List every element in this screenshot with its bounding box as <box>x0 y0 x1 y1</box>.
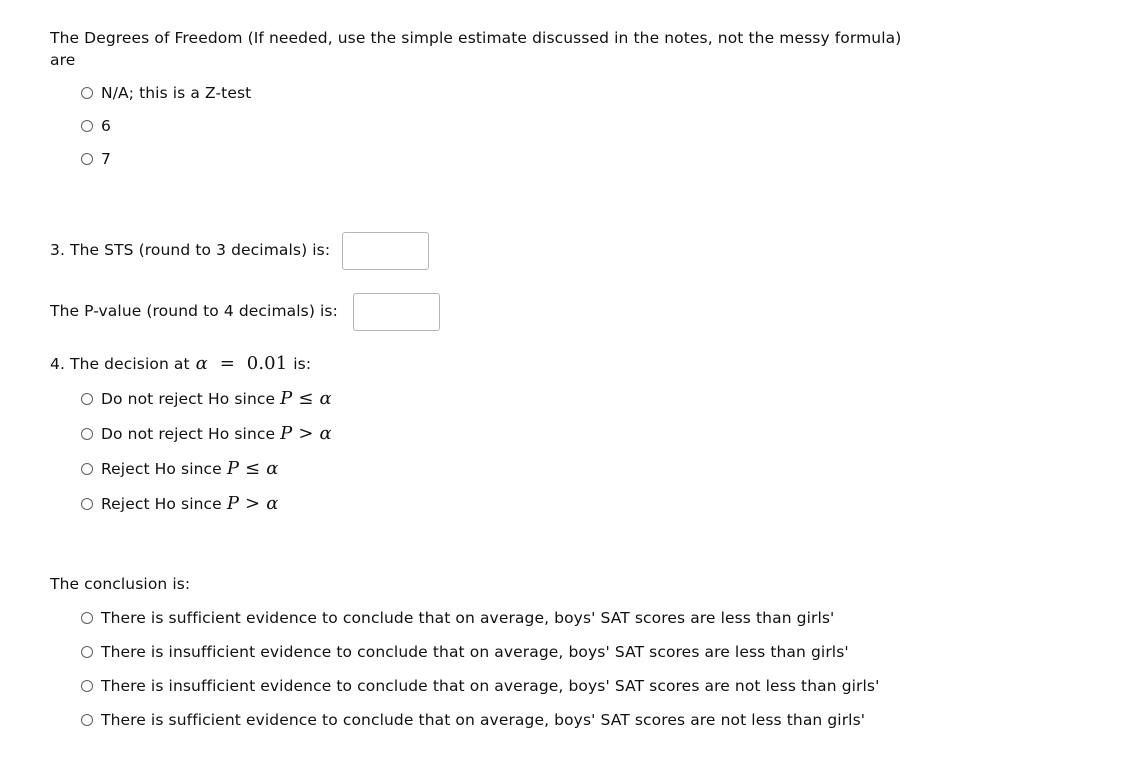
radio-button[interactable] <box>81 87 93 99</box>
radio-button[interactable] <box>81 498 93 510</box>
conclusion-question-prompt: The conclusion is: <box>50 575 191 593</box>
df-option-label: 6 <box>101 117 111 135</box>
alpha-symbol: α <box>266 493 279 514</box>
alpha-symbol: α <box>266 458 279 479</box>
conclusion-option-label: There is insufficient evidence to conclude that on average, boys' SAT scores are less than girls' <box>101 643 849 661</box>
operator: ≤ <box>245 458 261 479</box>
decision-option-label: Reject Ho since <box>101 459 222 478</box>
decision-option-label: Do not reject Ho since <box>101 389 276 408</box>
radio-button[interactable] <box>81 646 93 658</box>
decision-option-4[interactable] <box>81 493 278 514</box>
pvalue-input[interactable] <box>353 293 440 331</box>
sts-label: 3. The STS (round to 3 decimals) is: <box>50 241 331 259</box>
conclusion-option-2[interactable] <box>81 643 849 661</box>
radio-button[interactable] <box>81 680 93 692</box>
df-option-na[interactable] <box>81 84 251 102</box>
operator: > <box>298 423 314 444</box>
conclusion-option-3[interactable] <box>81 677 879 695</box>
conclusion-option-1[interactable] <box>81 609 834 627</box>
alpha-symbol: α <box>319 388 332 409</box>
radio-button[interactable] <box>81 463 93 475</box>
decision-option-label: Do not reject Ho since <box>101 424 276 443</box>
p-symbol: P <box>280 388 293 409</box>
operator: > <box>245 493 261 514</box>
decision-prompt-text: 4. The decision at <box>50 355 190 373</box>
df-option-6[interactable] <box>81 117 111 135</box>
radio-button[interactable] <box>81 153 93 165</box>
p-symbol: P <box>280 423 293 444</box>
decision-question-prompt <box>50 353 311 374</box>
df-question-prompt: The Degrees of Freedom (If needed, use the simple estimate discussed in the notes, not the messy formula) <box>50 29 902 47</box>
df-question-prompt-continued: are <box>50 51 76 69</box>
radio-button[interactable] <box>81 612 93 624</box>
df-option-label: 7 <box>101 150 111 168</box>
pvalue-label: The P-value (round to 4 decimals) is: <box>50 302 338 320</box>
alpha-symbol: α <box>195 353 208 374</box>
radio-button[interactable] <box>81 120 93 132</box>
conclusion-option-label: There is sufficient evidence to conclude that on average, boys' SAT scores are not less than girls' <box>101 711 866 729</box>
df-option-7[interactable] <box>81 150 111 168</box>
p-symbol: P <box>226 493 240 514</box>
alpha-value: 0.01 <box>246 353 288 374</box>
df-option-label: N/A; this is a Z-test <box>101 84 252 102</box>
decision-prompt-suffix: is: <box>293 355 312 373</box>
decision-option-3[interactable] <box>81 458 278 479</box>
operator: ≤ <box>298 388 314 409</box>
sts-input[interactable] <box>342 232 429 270</box>
radio-button[interactable] <box>81 714 93 726</box>
decision-option-2[interactable] <box>81 423 332 444</box>
radio-button[interactable] <box>81 428 93 440</box>
conclusion-option-label: There is sufficient evidence to conclude that on average, boys' SAT scores are less than girls' <box>101 609 835 627</box>
decision-option-1[interactable] <box>81 388 332 409</box>
radio-button[interactable] <box>81 393 93 405</box>
decision-option-label: Reject Ho since <box>101 494 222 513</box>
conclusion-option-4[interactable] <box>81 711 865 729</box>
equals-sign: = <box>219 353 235 374</box>
alpha-symbol: α <box>319 423 332 444</box>
conclusion-option-label: There is insufficient evidence to conclude that on average, boys' SAT scores are not less than girls' <box>101 677 880 695</box>
p-symbol: P <box>226 458 240 479</box>
